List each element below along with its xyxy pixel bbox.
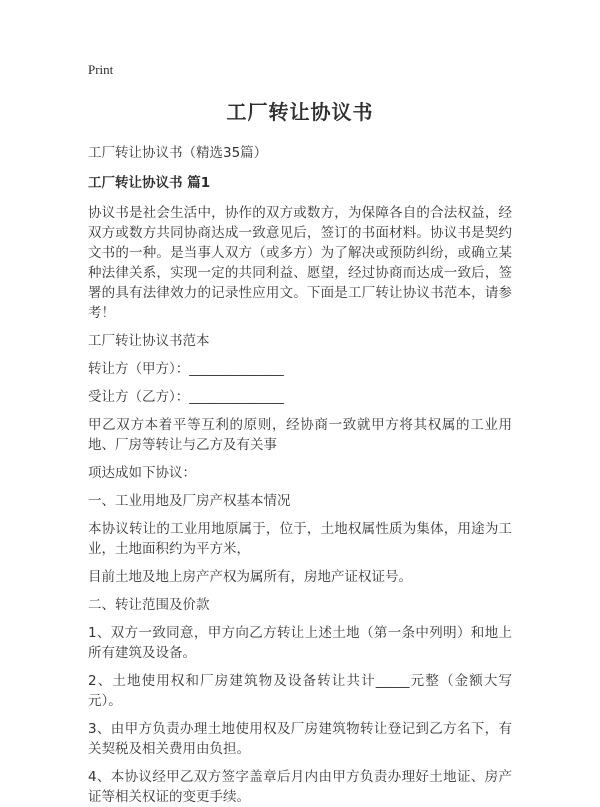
page-title: 工厂转让协议书	[226, 100, 374, 124]
clause-1-paragraph-1: 本协议转让的工业用地原属于，位于，土地权属性质为集体，用途为工业，土地面积约为平方米，	[88, 521, 512, 557]
preamble-paragraph: 甲乙双方本着平等互利的原则，经协商一致就甲方将其权属的工业用地、厂房等转让与乙方及有关事	[88, 417, 512, 453]
clause-2-item-4: 4、本协议经甲乙双方签字盖章后月内由甲方负责办理好土地证、房产证等相关权证的变更手续。	[88, 769, 512, 805]
clause-1-heading: 一、工业用地及厂房产权基本情况	[88, 493, 291, 509]
preamble-continuation-line: 项达成如下协议：	[88, 465, 196, 481]
clause-2-item-3: 3、由甲方负责办理土地使用权及厂房建筑物转让登记到乙方名下，有关契税及相关费用由负担。	[88, 721, 512, 757]
clause-2-heading: 二、转让范围及价款	[88, 597, 210, 613]
party-a-blank-line: 转让方（甲方）：______________	[88, 361, 284, 377]
clause-2-item-1: 1、双方一致同意，甲方向乙方转让上述土地（第一条中列明）和地上所有建筑及设备。	[88, 625, 512, 661]
clause-2-item-2: 2、土地使用权和厂房建筑物及设备转让共计_____元整（金额大写元）。	[88, 673, 512, 709]
section-heading-pian1: 工厂转让协议书 篇1	[88, 175, 211, 191]
template-title-line: 工厂转让协议书范本	[88, 333, 210, 349]
article-body	[88, 96, 512, 807]
clause-1-paragraph-2: 目前土地及地上房产产权为属所有，房地产证权证号。	[88, 569, 412, 585]
article-subtitle: 工厂转让协议书（精选35篇）	[88, 145, 268, 161]
party-b-blank-line: 受让方（乙方）：______________	[88, 389, 284, 405]
print-link[interactable]: Print	[88, 62, 114, 77]
intro-paragraph: 协议书是社会生活中，协作的双方或数方，为保障各自的合法权益，经双方或数方共同协商达成一致意见后，签订的书面材料。协议书是契约文书的一种。是当事人双方（或多方）为了解决或预防纠纷，或确立某种法律关系，实现一定的共同利益、愿望，经过协商而达成一致后，签署的具有法律效力的记录性应用文。下面是工厂转让协议书范本，请参考！	[88, 205, 512, 321]
